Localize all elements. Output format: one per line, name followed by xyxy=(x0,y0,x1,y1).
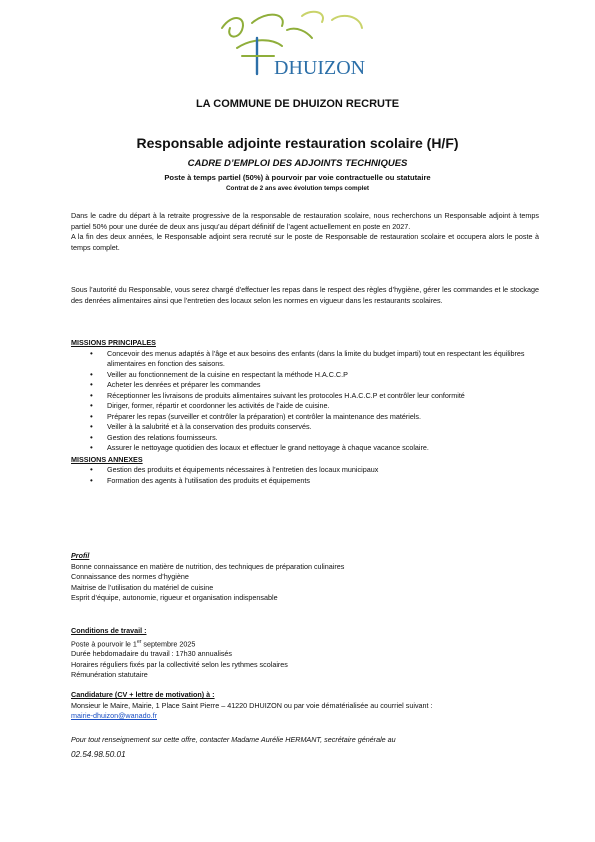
contact-text: Pour tout renseignement sur cette offre, contacter Madame Aurélie HERMANT, secrétaire générale au xyxy=(71,735,396,744)
profil-line: Esprit d’équipe, autonomie, rigueur et organisation indispensable xyxy=(71,593,278,602)
missions-annexes-list xyxy=(71,465,539,486)
cadre-emploi: CADRE D’EMPLOI DES ADJOINTS TECHNIQUES xyxy=(187,158,408,169)
dhuizon-logo xyxy=(212,8,377,82)
list-item: • Formation des agents à l’utilisation des produits et équipements xyxy=(71,476,539,487)
list-item: • Veiller au fonctionnement de la cuisine en respectant la méthode H.A.C.C.P xyxy=(71,370,539,381)
profil-title: Profil xyxy=(71,551,90,560)
profil-line: Maitrise de l’utilisation du matériel de cuisine xyxy=(71,582,214,592)
list-item: • Gestion des produits et équipements nécessaires à l’entretien des locaux municipaux xyxy=(71,465,539,476)
missions-annexes-title: MISSIONS ANNEXES xyxy=(71,454,143,464)
email-link[interactable]: mairie-dhuizon@wanado.fr xyxy=(71,711,158,720)
profil-line: Bonne connaissance en matière de nutrition, des techniques de préparation culinaires xyxy=(71,561,345,571)
list-item: • Concevoir des menus adaptés à l’âge et aux besoins des enfants (dans la limite du budget imparti) tout en respectant les équilibres alimentaires en fonction des saisons. xyxy=(71,349,539,370)
conditions-section xyxy=(71,626,539,681)
list-item: • Acheter les denrées et préparer les commandes xyxy=(71,380,539,391)
candidature-section xyxy=(71,690,539,722)
list-item: • Assurer le nettoyage quotidien des locaux et effectuer le grand nettoyage à chaque vacance scolaire. xyxy=(71,443,539,454)
conditions-start-date: Poste à pourvoir le 1er septembre 2025 xyxy=(71,638,196,648)
intro-text-c: Sous l’autorité du Responsable, vous serez chargé d’effectuer les repas dans le respect des règles d’hygiène, gérer les commandes et le stockage des denrées alimentaires ainsi que l’entretien des locaux selon les normes en vigueur dans les restaurants scolaires. xyxy=(71,285,539,305)
conditions-line: Durée hebdomadaire du travail : 17h30 annualisés xyxy=(71,649,233,659)
svg-text:DHUIZON: DHUIZON xyxy=(274,57,366,79)
list-item: • Préparer les repas (surveiller et contrôler la préparation) et contrôler la maintenance des matériels. xyxy=(71,412,539,423)
intro-text-b: A la fin des deux années, le Responsable adjoint sera recruté sur le poste de Responsable de restauration scolaire et occupera alors le poste à temps complet. xyxy=(71,232,539,252)
recruit-heading: LA COMMUNE DE DHUIZON RECRUTE xyxy=(195,98,400,110)
contrat-type: Contrat de 2 ans avec évolution temps complet xyxy=(225,185,370,192)
missions-principales-list xyxy=(71,349,539,454)
list-item: • Réceptionner les livraisons de produits alimentaires suivant les protocoles H.A.C.C.P et contrôler leur conformité xyxy=(71,391,539,402)
conditions-line: Horaires réguliers fixés par la collectivité selon les rythmes scolaires xyxy=(71,659,288,669)
conditions-line: Rémunération statutaire xyxy=(71,670,148,680)
missions-principales xyxy=(71,338,539,486)
list-item: • Veiller à la salubrité et à la conservation des produits conservés. xyxy=(71,422,539,433)
profil-line: Connaissance des normes d’hygiène xyxy=(71,572,189,581)
job-title: Responsable adjointe restauration scolaire (H/F) xyxy=(136,135,459,151)
missions-principales-title: MISSIONS PRINCIPALES xyxy=(71,338,156,347)
list-item: • Diriger, former, répartir et coordonner les activités de l’aide de cuisine. xyxy=(71,401,539,412)
candidature-title: Candidature (CV + lettre de motivation) à : xyxy=(71,690,215,699)
intro-paragraph-2 xyxy=(71,285,539,306)
intro-paragraph-1 xyxy=(71,211,539,253)
candidature-address: Monsieur le Maire, Mairie, 1 Place Saint Pierre – 41220 DHUIZON ou par voie dématérialisée au courriel suivant : xyxy=(71,700,433,710)
intro-text-a: Dans le cadre du départ à la retraite progressive de la responsable de restauration scolaire, nous recherchons un Responsable adjoint à temps partiel 50% pour une durée de deux ans jusqu’au départ définitif de l’agent actuellement en poste en 2027. xyxy=(71,211,539,231)
conditions-title: Conditions de travail : xyxy=(71,626,147,635)
poste-type: Poste à temps partiel (50%) à pourvoir par voie contractuelle ou statutaire xyxy=(164,173,431,182)
contact-section xyxy=(71,735,539,760)
list-item: • Gestion des relations fournisseurs. xyxy=(71,433,539,444)
contact-phone: 02.54.98.50.01 xyxy=(71,749,126,759)
profil-section xyxy=(71,551,539,604)
